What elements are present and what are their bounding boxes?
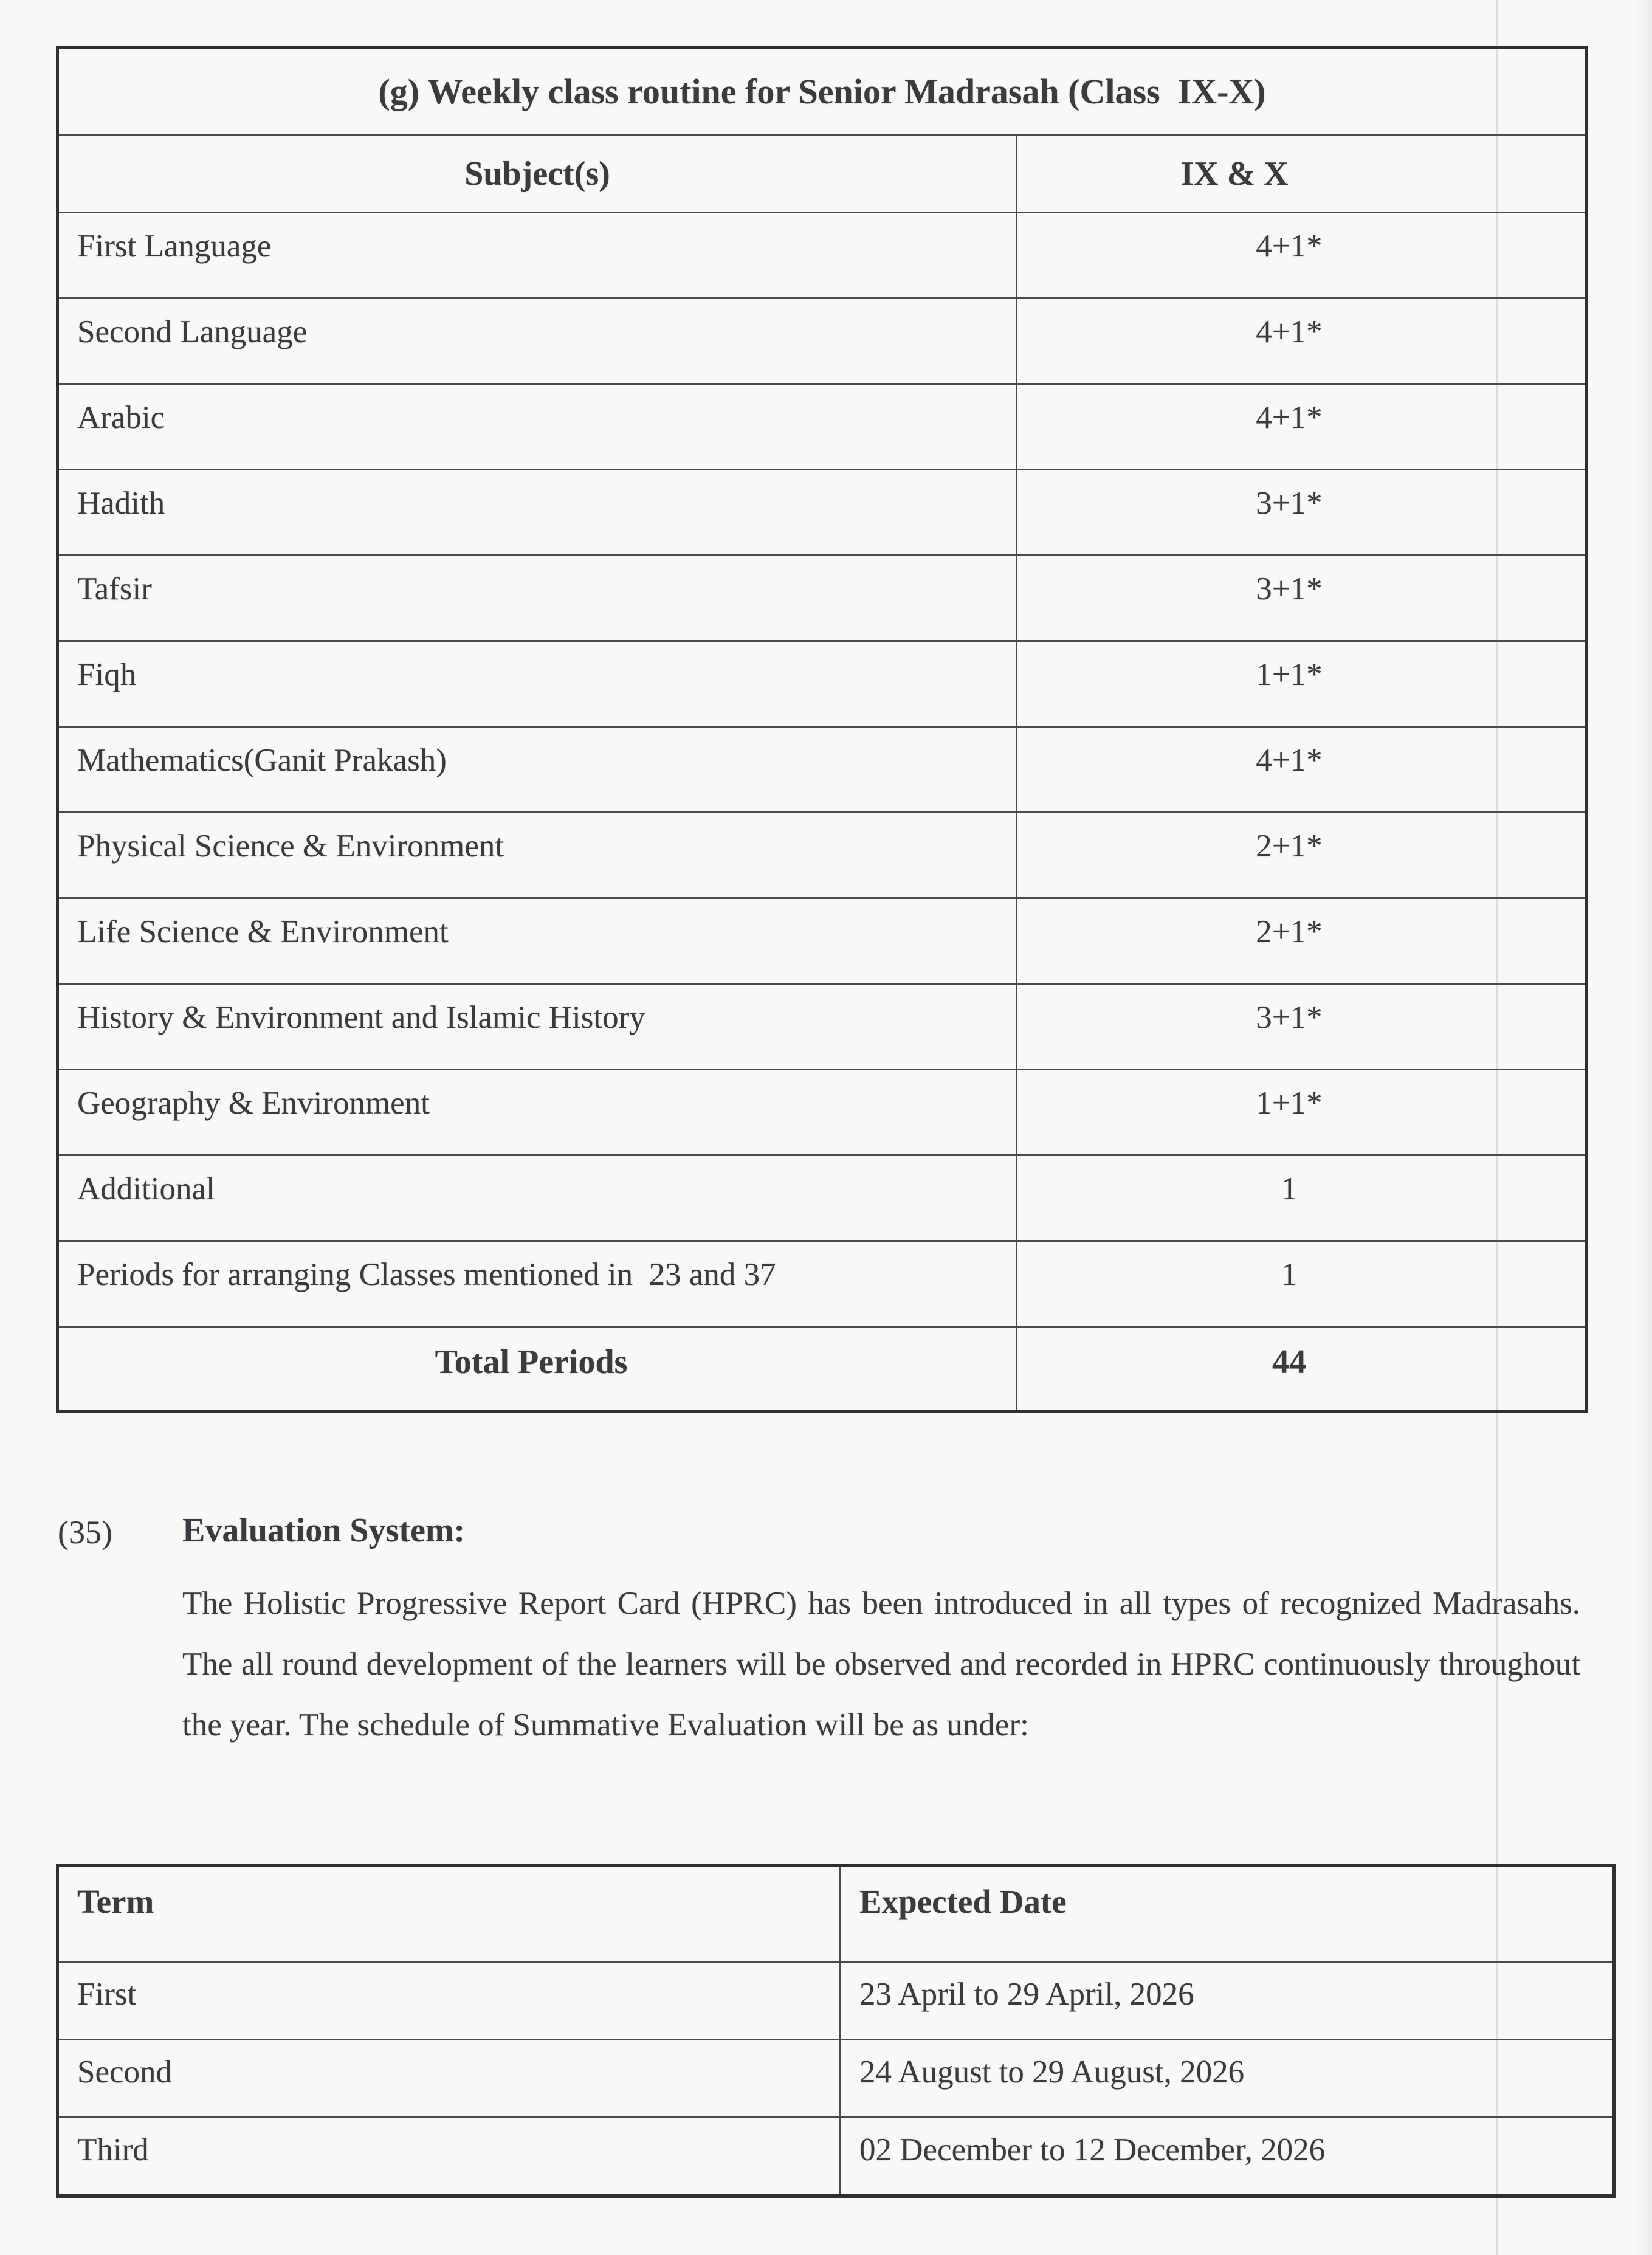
- subject-cell: First Language: [77, 229, 272, 264]
- periods-cell: 4+1*: [1016, 213, 1585, 297]
- term-cell: Second: [77, 2054, 173, 2090]
- table-row: [59, 212, 1585, 297]
- periods-cell: 2+1*: [1016, 813, 1585, 897]
- periods-cell: 3+1*: [1016, 470, 1585, 554]
- table-row: [59, 297, 1585, 383]
- term-cell: First: [77, 1977, 137, 2012]
- subject-cell: Fiqh: [77, 657, 137, 692]
- subject-cell: Second Language: [77, 314, 308, 349]
- date-cell: 02 December to 12 December, 2026: [839, 2118, 1612, 2194]
- section-number: (35): [58, 1514, 112, 1551]
- table-row: [59, 1154, 1585, 1240]
- subject-cell: Periods for arranging Classes mentioned in 23 and 37: [77, 1257, 776, 1292]
- total-row: [59, 1326, 1585, 1410]
- periods-cell: 4+1*: [1016, 299, 1585, 383]
- table-row: [59, 1240, 1585, 1326]
- table-row: [59, 1069, 1585, 1154]
- table-row: [59, 1961, 1612, 2039]
- periods-cell: 3+1*: [1016, 985, 1585, 1069]
- subject-cell: Arabic: [77, 400, 165, 435]
- column-header-subjects: Subject(s): [464, 155, 610, 193]
- subject-cell: Geography & Environment: [77, 1086, 430, 1121]
- subject-cell: Life Science & Environment: [77, 914, 449, 949]
- periods-cell: 1: [1016, 1242, 1585, 1326]
- schedule-header-row: [59, 1867, 1612, 1961]
- table-row: [59, 2116, 1612, 2194]
- table-row: [59, 469, 1585, 554]
- table-row: [59, 983, 1585, 1069]
- table-row: [59, 897, 1585, 983]
- term-cell: Third: [77, 2132, 149, 2167]
- subject-cell: History & Environment and Islamic History: [77, 1000, 645, 1035]
- periods-cell: 2+1*: [1016, 899, 1585, 983]
- periods-cell: 4+1*: [1016, 728, 1585, 811]
- table-row: [59, 811, 1585, 897]
- weekly-routine-table: [56, 46, 1588, 1413]
- column-header-ix-x: IX & X: [1016, 136, 1585, 212]
- routine-table-title: (g) Weekly class routine for Senior Madrasah (Class IX-X): [378, 71, 1266, 111]
- total-label: Total Periods: [435, 1343, 628, 1381]
- routine-table-header-row: [59, 134, 1585, 212]
- subject-cell: Physical Science & Environment: [77, 828, 504, 864]
- total-value: 44: [1016, 1328, 1585, 1410]
- subject-cell: Mathematics(Ganit Prakash): [77, 743, 447, 778]
- section-paragraph: The Holistic Progressive Report Card (HPRC) has been introduced in all types of recognized Madrasahs. The all round development of the learners will be observed and recorded in HPRC continuously throughout the year. The schedule of Summative Evaluation will be as under:: [182, 1586, 1580, 1743]
- column-header-term: Term: [77, 1883, 154, 1920]
- periods-cell: 3+1*: [1016, 556, 1585, 640]
- section-heading: Evaluation System:: [182, 1512, 466, 1549]
- table-row: [59, 554, 1585, 640]
- subject-cell: Additional: [77, 1171, 215, 1207]
- periods-cell: 1: [1016, 1156, 1585, 1240]
- periods-cell: 1+1*: [1016, 1070, 1585, 1154]
- table-row: [59, 383, 1585, 469]
- schedule-table: [56, 1864, 1616, 2198]
- table-row: [59, 2039, 1612, 2116]
- periods-cell: 1+1*: [1016, 642, 1585, 726]
- subject-cell: Hadith: [77, 486, 165, 521]
- periods-cell: 4+1*: [1016, 385, 1585, 469]
- table-row: [59, 640, 1585, 726]
- date-cell: 23 April to 29 April, 2026: [839, 1963, 1612, 2039]
- table-row: [59, 726, 1585, 811]
- subject-cell: Tafsir: [77, 571, 152, 607]
- page-edge-shadow: [1636, 0, 1652, 2255]
- date-cell: 24 August to 29 August, 2026: [839, 2040, 1612, 2116]
- column-header-expected-date: Expected Date: [839, 1867, 1612, 1961]
